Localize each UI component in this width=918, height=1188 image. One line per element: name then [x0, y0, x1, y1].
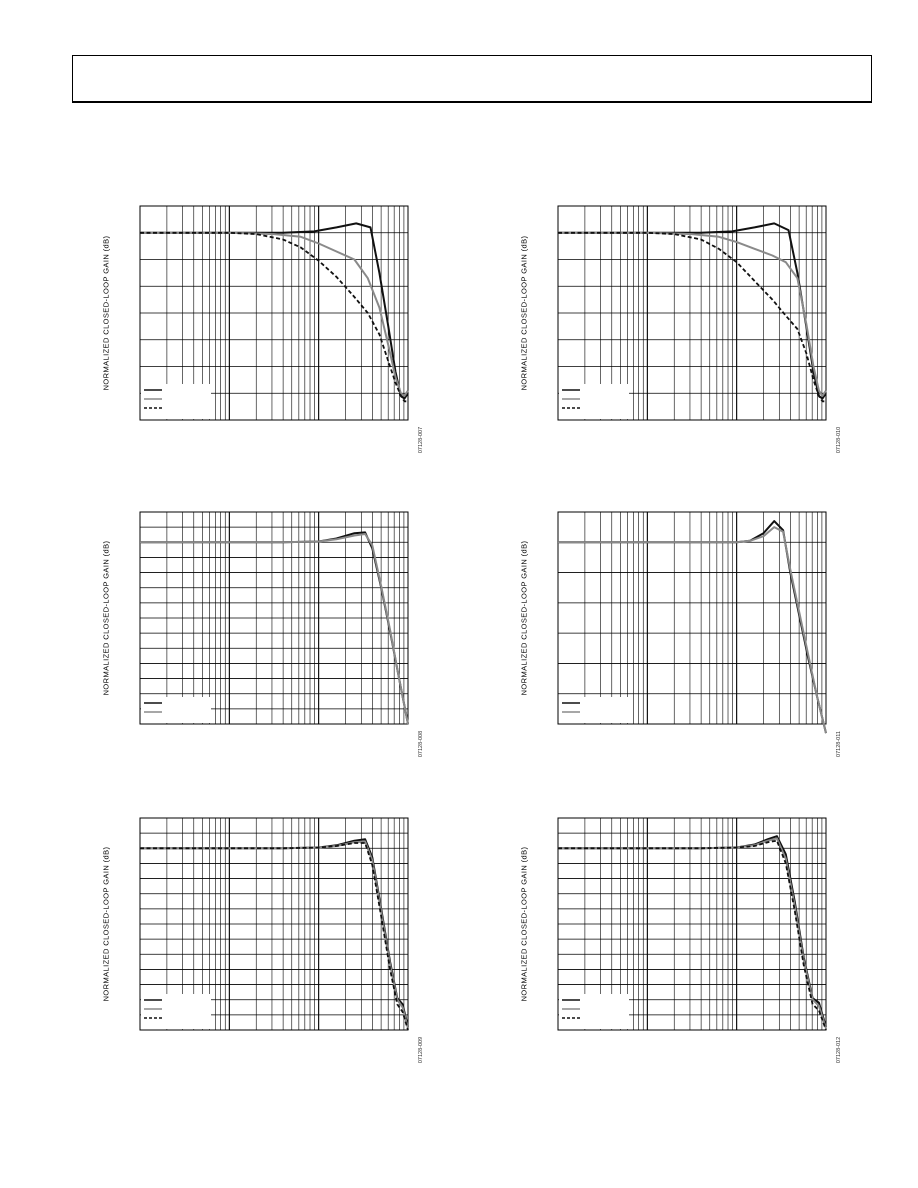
chart-plot-3 — [140, 512, 408, 724]
chart-plot-5 — [140, 818, 408, 1030]
y-axis-label: NORMALIZED CLOSED-LOOP GAIN (dB) — [101, 540, 111, 696]
figure-code: 07128-009 — [418, 1036, 424, 1064]
y-axis-label: NORMALIZED CLOSED-LOOP GAIN (dB) — [101, 235, 111, 391]
y-axis-label: NORMALIZED CLOSED-LOOP GAIN (dB) — [101, 846, 111, 1002]
series-line-solid-gray — [558, 233, 826, 396]
y-axis-label: NORMALIZED CLOSED-LOOP GAIN (dB) — [519, 235, 529, 391]
series-line-solid-black — [558, 223, 826, 398]
series-line-dashed-black — [140, 233, 408, 401]
series-line-solid-black — [140, 532, 408, 724]
y-axis-label: NORMALIZED CLOSED-LOOP GAIN (dB) — [519, 540, 529, 696]
figure-code: 07128-011 — [836, 731, 842, 757]
series-line-dashed-black — [558, 233, 826, 401]
page-header-box — [72, 55, 872, 103]
figure-code: 07128-007 — [418, 426, 424, 454]
figure-code: 07128-012 — [836, 1036, 842, 1064]
legend-box — [141, 697, 211, 723]
chart-plot-4 — [558, 512, 826, 724]
figure-code: 07128-010 — [836, 426, 842, 454]
legend-box — [559, 697, 629, 723]
series-line-solid-gray — [140, 534, 408, 724]
chart-plot-2 — [558, 206, 826, 420]
figure-code: 07128-008 — [418, 730, 424, 758]
y-axis-label: NORMALIZED CLOSED-LOOP GAIN (dB) — [519, 846, 529, 1002]
chart-plot-1 — [140, 206, 408, 420]
series-line-solid-gray — [140, 233, 408, 396]
series-line-solid-black — [140, 223, 408, 398]
chart-plot-6 — [558, 818, 826, 1030]
